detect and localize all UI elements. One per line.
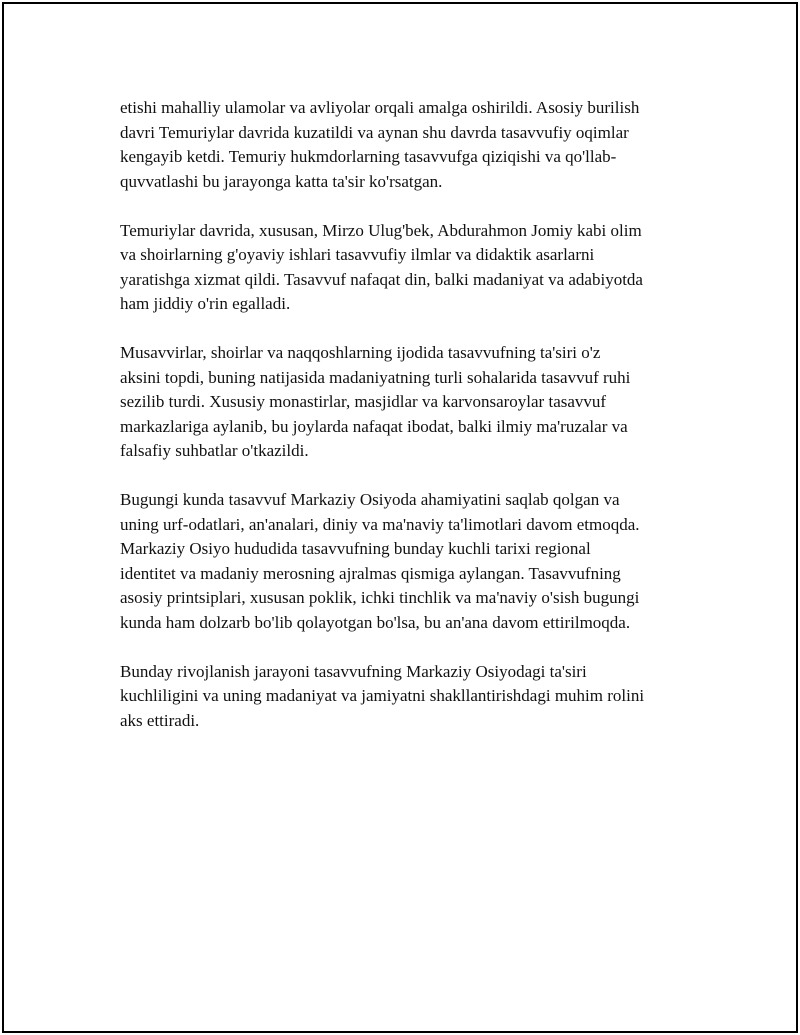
text-line: aksini topdi, buning natijasida madaniyatning turli sohalarida tasavvuf ruhi xyxy=(120,367,631,387)
paragraph-4 xyxy=(120,488,690,635)
text-line: identitet va madaniy merosning ajralmas qismiga aylangan. Tasavvufning xyxy=(120,563,621,583)
text-line: va shoirlarning g'oyaviy ishlari tasavvufiy ilmlar va didaktik asarlarni xyxy=(120,245,595,264)
text-line: yaratishga xizmat qildi. Tasavvuf nafaqat din, balki madaniyat va adabiyotda xyxy=(120,269,643,289)
text-line: ham jiddiy o'rin egalladi. xyxy=(120,294,291,313)
text-line: aks ettiradi. xyxy=(120,710,200,730)
text-line: asosiy printsiplari, xususan poklik, ichki tinchlik va ma'naviy o'sish bugungi xyxy=(120,588,640,607)
text-line: kunda ham dolzarb bo'lib qolayotgan bo'lsa, bu an'ana davom ettirilmoqda. xyxy=(120,612,631,632)
text-line: markazlariga aylanib, bu joylarda nafaqat ibodat, balki ilmiy ma'ruzalar va xyxy=(120,416,628,436)
text-line: Bunday rivojlanish jarayoni tasavvufning Markaziy Osiyodagi ta'siri xyxy=(120,661,587,681)
paragraph-2 xyxy=(120,219,690,317)
text-line: quvvatlashi bu jarayonga katta ta'sir ko'rsatgan. xyxy=(120,171,443,191)
page-frame xyxy=(2,2,798,1033)
text-line: davri Temuriylar davrida kuzatildi va aynan shu davrda tasavvufiy oqimlar xyxy=(120,122,629,142)
document-body xyxy=(120,96,690,758)
text-line: kuchliligini va uning madaniyat va jamiyatni shakllantirishdagi muhim rolini xyxy=(120,686,645,705)
paragraph-5 xyxy=(120,660,690,734)
text-line: Musavvirlar, shoirlar va naqqoshlarning ijodida tasavvufning ta'siri o'z xyxy=(120,343,601,362)
text-line: Temuriylar davrida, xususan, Mirzo Ulug'bek, Abdurahmon Jomiy kabi olim xyxy=(120,220,642,240)
text-line: falsafiy suhbatlar o'tkazildi. xyxy=(120,441,309,460)
paragraph-3 xyxy=(120,341,690,464)
text-line: uning urf-odatlari, an'analari, diniy va ma'naviy ta'limotlari davom etmoqda. xyxy=(120,514,640,534)
text-line: sezilib turdi. Xususiy monastirlar, masjidlar va karvonsaroylar tasavvuf xyxy=(120,392,607,411)
text-line: etishi mahalliy ulamolar va avliyolar orqali amalga oshirildi. Asosiy burilish xyxy=(120,98,640,117)
text-line: Bugungi kunda tasavvuf Markaziy Osiyoda ahamiyatini saqlab qolgan va xyxy=(120,490,620,509)
paragraph-1 xyxy=(120,96,690,194)
text-line: kengayib ketdi. Temuriy hukmdorlarning tasavvufga qiziqishi va qo'llab- xyxy=(120,147,617,166)
text-line: Markaziy Osiyo hududida tasavvufning bunday kuchli tarixi regional xyxy=(120,539,591,558)
